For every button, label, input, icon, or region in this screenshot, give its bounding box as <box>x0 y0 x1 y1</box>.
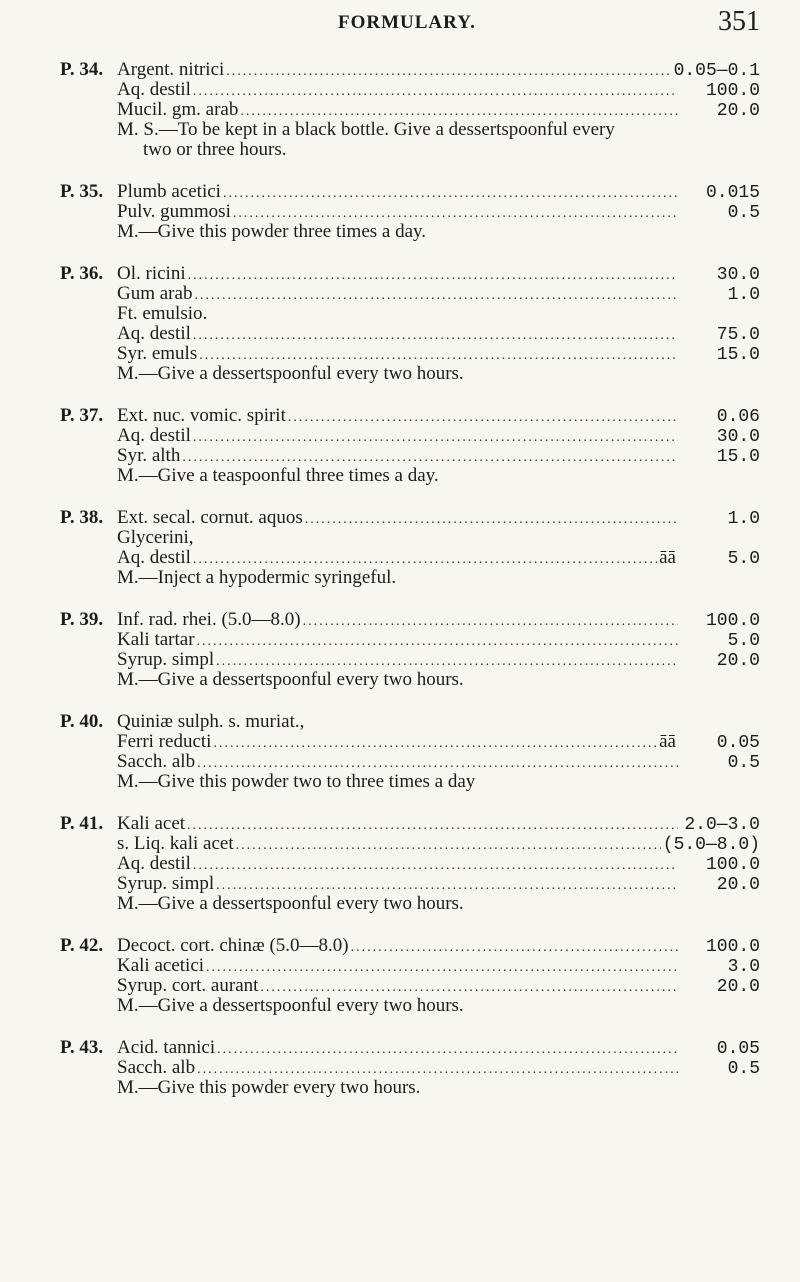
prescription-number: P. 35. <box>60 181 104 202</box>
prescription-block <box>60 182 760 242</box>
dot-leader <box>206 958 678 978</box>
prescription-block <box>60 814 760 914</box>
ingredient-name: Kali tartar <box>117 629 195 650</box>
ingredient-row <box>60 264 760 284</box>
prescription-block <box>60 610 760 690</box>
ingredient-name: Pulv. gummosi <box>117 201 231 222</box>
ingredient-amount: 5.0 <box>727 631 760 651</box>
directions-text: M.—Give a dessertspoonful every two hours. <box>117 363 464 384</box>
ingredient-amount: 15.0 <box>716 447 760 467</box>
ingredient-name: Acid. tannici <box>117 1037 216 1058</box>
ingredient-name: Ol. ricini <box>117 263 186 284</box>
directions-text: M.—Give a dessertspoonful every two hours. <box>117 995 464 1016</box>
ingredient-name: Gum arab <box>117 283 193 304</box>
ingredient-row <box>60 324 760 344</box>
ingredient-name: Syr. emuls <box>117 343 198 364</box>
ingredient-amount: 0.5 <box>727 1059 760 1079</box>
ingredient-amount: 20.0 <box>716 977 760 997</box>
dot-leader <box>194 286 678 306</box>
ingredient-row <box>60 610 760 630</box>
prescription-block <box>60 508 760 588</box>
ingredient-amount: 0.5 <box>727 203 760 223</box>
directions-text: M.—Give this powder three times a day. <box>117 221 427 242</box>
directions-text: M.—Give this powder every two hours. <box>117 1077 421 1098</box>
ingredient-name: Aq. destil <box>117 853 191 874</box>
ingredient-amount: 0.05 <box>716 1039 760 1059</box>
ingredient-row <box>60 834 760 854</box>
prescription-block <box>60 936 760 1016</box>
ingredient-amount: 1.0 <box>727 509 760 529</box>
directions-text: M.—Give a dessertspoonful every two hours. <box>117 893 464 914</box>
ingredient-name: Kali acet <box>117 813 186 834</box>
ingredient-row <box>60 80 760 100</box>
ingredient-row <box>60 650 760 670</box>
directions-note <box>117 670 760 690</box>
ingredient-row <box>60 304 760 324</box>
ingredient-name: Plumb acetici <box>117 181 221 202</box>
prescription-number: P. 38. <box>60 507 104 528</box>
prescription-number: P. 39. <box>60 609 104 630</box>
dot-leader <box>213 734 657 754</box>
ingredient-row <box>60 344 760 364</box>
ingredient-amount: 15.0 <box>716 345 760 365</box>
ingredient-row <box>60 426 760 446</box>
prescription-block <box>60 1038 760 1098</box>
ingredient-row <box>60 406 760 426</box>
ingredient-name: Argent. nitrici <box>117 59 225 80</box>
prescription-number: P. 40. <box>60 711 104 732</box>
ingredient-name: Sacch. alb <box>117 1057 196 1078</box>
ingredient-name: Ferri reducti <box>117 731 212 752</box>
ingredient-amount: 5.0 <box>727 549 760 569</box>
prescription-number: P. 37. <box>60 405 104 426</box>
ingredient-row <box>60 936 760 956</box>
dot-leader <box>351 938 678 958</box>
prescription-number: P. 34. <box>60 59 104 80</box>
directions-note <box>117 772 760 792</box>
prescription-block <box>60 712 760 792</box>
dot-leader <box>193 82 678 102</box>
ingredient-amount: 3.0 <box>727 957 760 977</box>
ingredient-amount: 2.0—3.0 <box>684 815 760 835</box>
ingredient-row <box>60 60 760 80</box>
dot-leader <box>197 632 678 652</box>
ingredient-amount: (5.0—8.0) <box>662 835 760 855</box>
ingredient-row <box>60 508 760 528</box>
ingredient-name: Aq. destil <box>117 79 191 100</box>
directions-text: M.—Give a dessertspoonful every two hours. <box>117 669 464 690</box>
dot-leader <box>187 816 678 836</box>
ingredient-amount: 75.0 <box>716 325 760 345</box>
directions-note <box>117 364 760 384</box>
dot-leader <box>226 62 671 82</box>
ingredient-name: Quiniæ sulph. s. muriat., <box>117 711 305 732</box>
directions-note <box>117 222 760 242</box>
page-header <box>0 6 800 46</box>
ingredient-amount: 20.0 <box>716 875 760 895</box>
directions-note <box>117 466 760 486</box>
prescription-number: P. 36. <box>60 263 104 284</box>
ingredient-amount: 1.0 <box>727 285 760 305</box>
dot-leader <box>288 408 678 428</box>
dot-leader <box>223 184 678 204</box>
ingredient-name: Syrup. simpl <box>117 649 215 670</box>
dot-leader <box>188 266 678 286</box>
prescription-block <box>60 264 760 384</box>
ingredient-row <box>60 446 760 466</box>
ingredient-row <box>60 874 760 894</box>
ingredient-name: Aq. destil <box>117 547 191 568</box>
directions-note <box>117 996 760 1016</box>
ingredient-name: Ext. nuc. vomic. spirit <box>117 405 286 426</box>
dot-leader <box>305 510 678 530</box>
page-number: 351 <box>718 6 760 37</box>
ingredient-name: Mucil. gm. arab <box>117 99 239 120</box>
prescription-number: P. 42. <box>60 935 104 956</box>
ingredient-amount: 100.0 <box>705 611 760 631</box>
ingredient-row <box>60 548 760 568</box>
ingredient-name: Kali acetici <box>117 955 205 976</box>
prescription-block <box>60 60 760 160</box>
ingredient-amount: 0.5 <box>727 753 760 773</box>
ingredient-row <box>60 956 760 976</box>
ingredient-row <box>60 976 760 996</box>
prescription-number: P. 41. <box>60 813 104 834</box>
ingredient-row <box>60 100 760 120</box>
ingredient-amount: 20.0 <box>716 101 760 121</box>
dot-leader <box>193 856 678 876</box>
ingredient-name: Syrup. simpl <box>117 873 215 894</box>
ingredient-amount: 30.0 <box>716 427 760 447</box>
ingredient-amount: 100.0 <box>705 81 760 101</box>
directions-text: M. S.—To be kept in a black bottle. Give a dessertspoonful every <box>117 119 615 140</box>
directions-text: M.—Give this powder two to three times a day <box>117 771 476 792</box>
prescription-block <box>60 406 760 486</box>
ingredient-name: Syr. alth <box>117 445 181 466</box>
ingredient-name: Decoct. cort. chinæ (5.0—8.0) <box>117 935 349 956</box>
ingredient-row <box>60 1038 760 1058</box>
ingredient-row <box>60 284 760 304</box>
ingredient-name: Inf. rad. rhei. (5.0—8.0) <box>117 609 301 630</box>
ingredient-row <box>60 732 760 752</box>
ingredient-row <box>60 1058 760 1078</box>
dot-leader <box>303 612 678 632</box>
ingredient-name: Aq. destil <box>117 425 191 446</box>
prescription-number: P. 43. <box>60 1037 104 1058</box>
ingredient-name: Ft. emulsio. <box>117 303 208 324</box>
dot-leader <box>193 326 678 346</box>
directions-text: M.—Inject a hypodermic syringeful. <box>117 567 397 588</box>
ingredient-row <box>60 814 760 834</box>
ingredient-amount: 0.05 <box>716 733 760 753</box>
ana-mark: āā <box>659 547 676 568</box>
ingredient-name: Syrup. cort. aurant <box>117 975 259 996</box>
running-title: FORMULARY. <box>338 12 476 33</box>
directions-continuation: two or three hours. <box>143 139 287 160</box>
ingredient-amount: 0.05—0.1 <box>673 61 760 81</box>
ingredient-amount: 0.015 <box>705 183 760 203</box>
ingredient-row <box>60 712 760 732</box>
ingredient-amount: 30.0 <box>716 265 760 285</box>
ingredient-row <box>60 752 760 772</box>
directions-note <box>117 568 760 588</box>
ingredient-row <box>60 630 760 650</box>
ingredient-row <box>60 182 760 202</box>
directions-note <box>117 894 760 914</box>
ingredient-amount: 0.06 <box>716 407 760 427</box>
ingredient-row <box>60 202 760 222</box>
dot-leader <box>193 428 678 448</box>
ingredient-name: Sacch. alb <box>117 751 196 772</box>
dot-leader <box>236 836 661 856</box>
dot-leader <box>217 1040 678 1060</box>
ingredient-row <box>60 854 760 874</box>
ingredient-amount: 20.0 <box>716 651 760 671</box>
ingredient-name: s. Liq. kali acet <box>117 833 234 854</box>
ingredient-name: Glycerini, <box>117 527 194 548</box>
ingredient-amount: 100.0 <box>705 937 760 957</box>
ana-mark: āā <box>659 731 676 752</box>
ingredient-name: Aq. destil <box>117 323 191 344</box>
directions-note <box>117 120 760 160</box>
ingredient-name: Ext. secal. cornut. aquos <box>117 507 303 528</box>
directions-note <box>117 1078 760 1098</box>
directions-text: M.—Give a teaspoonful three times a day. <box>117 465 439 486</box>
formulary-content <box>60 60 760 1120</box>
ingredient-amount: 100.0 <box>705 855 760 875</box>
ingredient-row <box>60 528 760 548</box>
